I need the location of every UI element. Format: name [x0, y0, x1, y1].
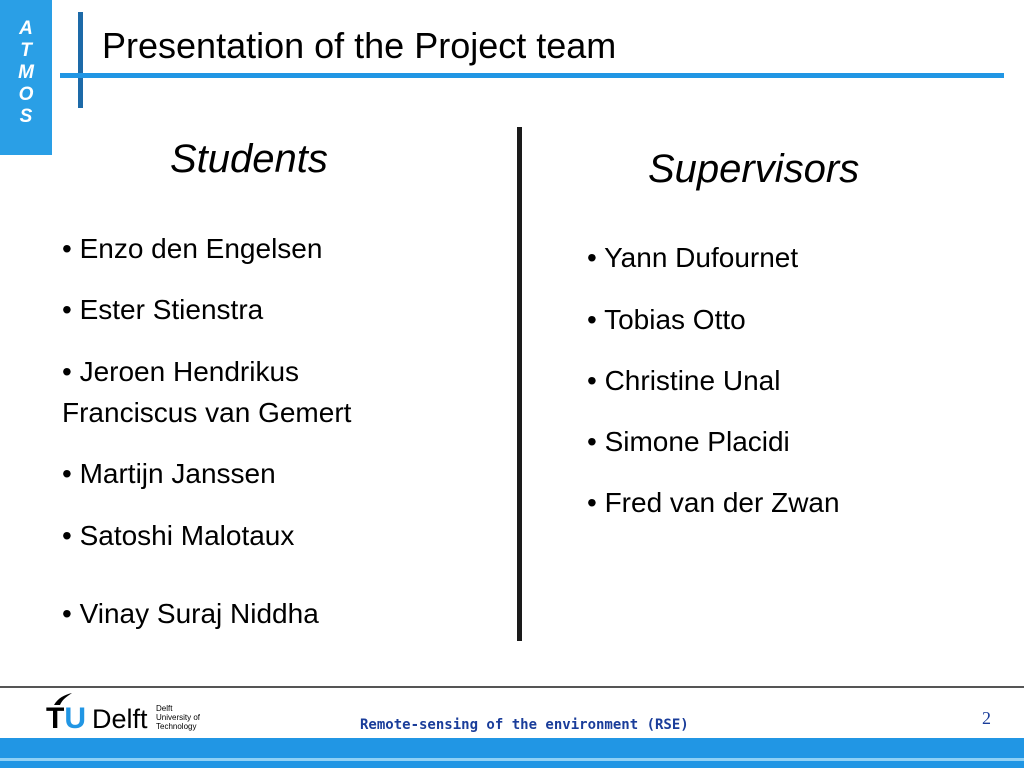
title-vertical-bar: [78, 12, 83, 108]
list-item: • Vinay Suraj Niddha: [62, 598, 319, 629]
logo-delft: Delft: [92, 704, 148, 734]
footer-text: Remote-sensing of the environment (RSE): [360, 717, 689, 733]
atmos-sidebar-badge: [0, 0, 52, 155]
list-item: • Simone Placidi: [587, 426, 790, 457]
list-item: • Tobias Otto: [587, 304, 746, 335]
atmos-letter: M: [18, 62, 34, 83]
students-heading: Students: [170, 137, 328, 181]
logo-subtitle: Delft University of Technology: [156, 704, 201, 731]
supervisors-heading: Supervisors: [648, 147, 860, 191]
atmos-letter: O: [18, 84, 34, 105]
footer-band: [0, 738, 1024, 768]
list-item: • Enzo den Engelsen: [62, 233, 323, 264]
footer-divider: [0, 686, 1024, 688]
list-item: • Jeroen Hendrikus: [62, 356, 300, 387]
title-underline-bar: [60, 73, 1004, 78]
page-number: 2: [982, 708, 991, 728]
tudelft-logo: [46, 692, 216, 738]
list-item: • Martijn Janssen: [62, 458, 276, 489]
atmos-letter: A: [19, 18, 33, 39]
logo-tu: TU: [46, 702, 86, 735]
footer-band-stripe: [0, 758, 1024, 761]
slide-title: Presentation of the Project team: [102, 25, 617, 66]
list-item: • Ester Stienstra: [62, 294, 264, 325]
column-divider: [517, 127, 522, 641]
atmos-letter: T: [20, 40, 32, 61]
list-item: • Christine Unal: [587, 365, 781, 396]
list-item: • Satoshi Malotaux: [62, 520, 295, 551]
atmos-letter: S: [19, 106, 33, 127]
list-item-continuation: Franciscus van Gemert: [62, 397, 352, 428]
list-item: • Fred van der Zwan: [587, 487, 840, 518]
list-item: • Yann Dufournet: [587, 242, 799, 273]
